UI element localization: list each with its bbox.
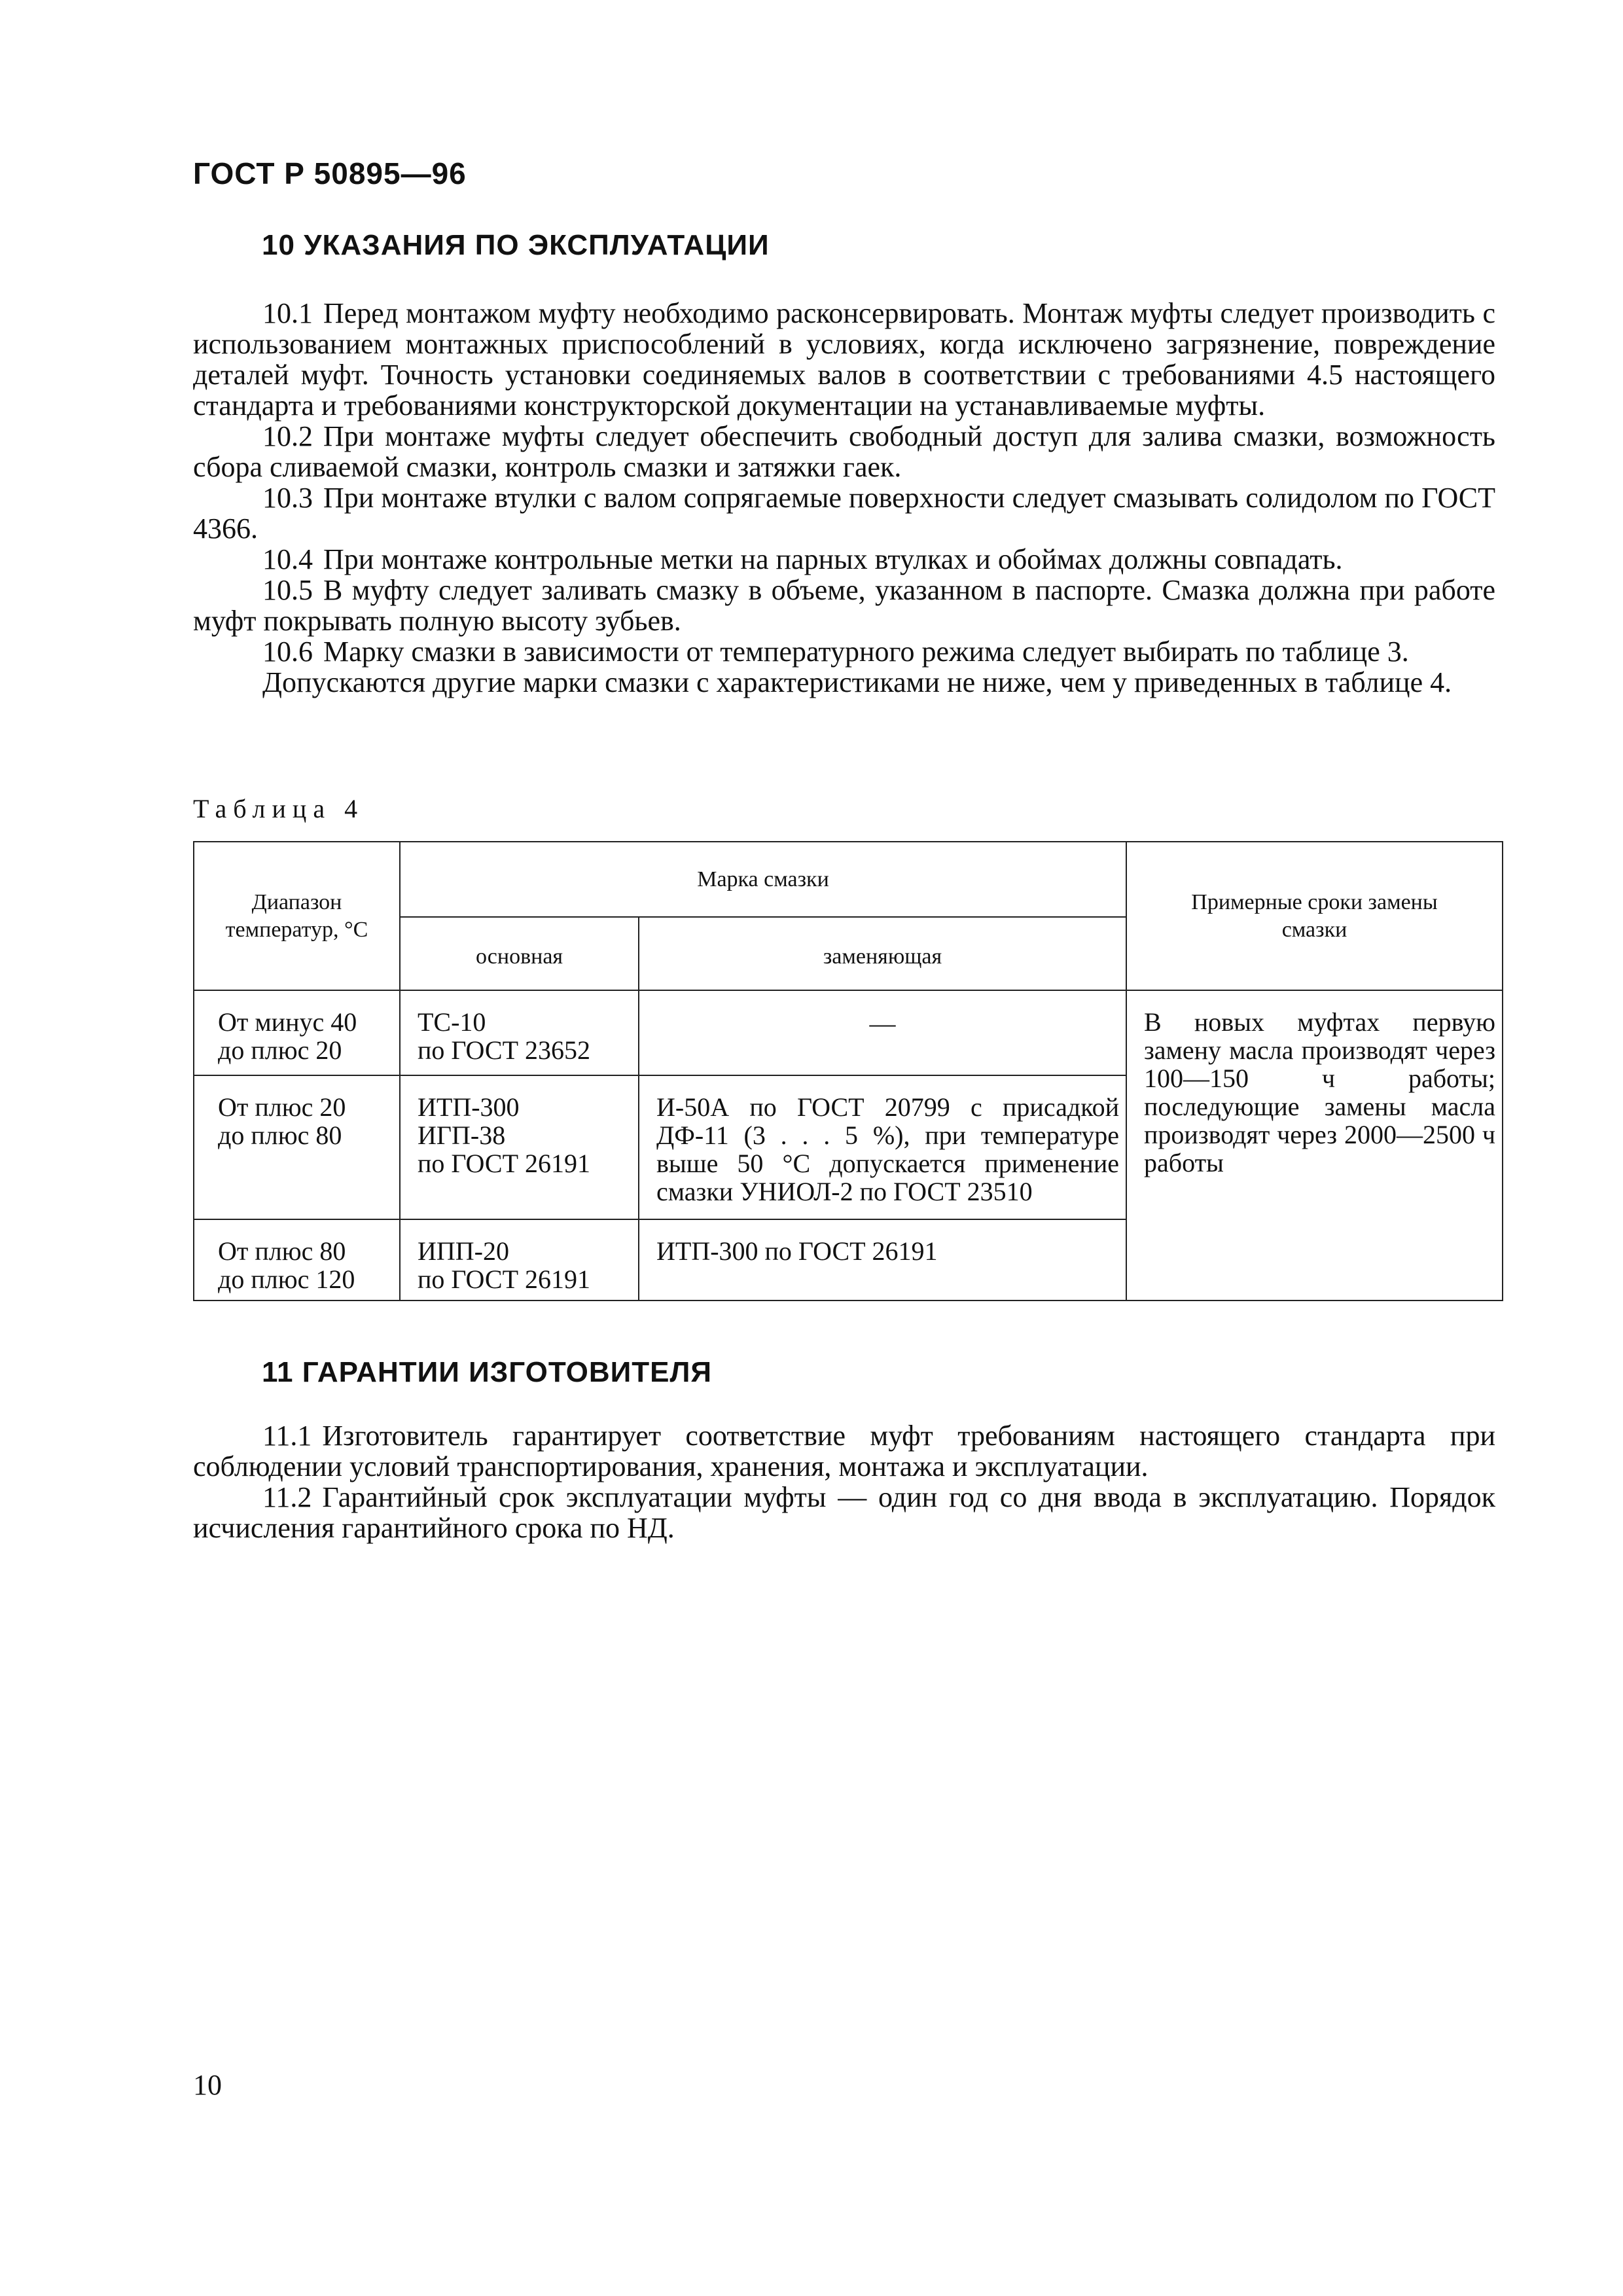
row-1-substitute: — xyxy=(639,990,1126,1075)
paragraph-text: В муфту следует заливать смазку в объеме, указанном в паспорте. Смазка должна при работе муфт покрывать полную высоту зубьев. xyxy=(193,574,1495,637)
header-grease-brand: Марка смазки xyxy=(400,842,1126,917)
paragraph-number: 10.6 xyxy=(262,636,313,668)
paragraph-10-1 xyxy=(193,298,1495,421)
paragraph-number: 11.1 xyxy=(262,1420,312,1452)
paragraph-11-1 xyxy=(193,1420,1495,1482)
row-3-range xyxy=(194,1219,400,1300)
paragraph-text: Перед монтажом муфту необходимо расконсервировать. Монтаж муфты следует производить с использованием монтажных приспособлений в условиях, когда исключено загрязнение, повреждение деталей муфт. Точность установки соединяемых валов в соответствии с требованиями 4.5 настоящего стандарта и требованиями конструкторской документации на устанавливаемые муфты. xyxy=(193,297,1495,422)
document-code: ГОСТ Р 50895—96 xyxy=(193,156,467,190)
section-11-body xyxy=(193,1420,1495,1543)
paragraph-number: 10.3 xyxy=(262,482,313,514)
paragraph-10-4 xyxy=(193,544,1495,575)
paragraph-11-2 xyxy=(193,1482,1495,1543)
paragraph-number: 10.2 xyxy=(262,420,313,452)
section-10-body xyxy=(193,298,1495,698)
header-main: основная xyxy=(400,917,639,990)
range-line: От плюс 20 xyxy=(218,1092,346,1122)
row-2-main xyxy=(400,1075,639,1219)
header-temp-range: Диапазон температур, °С xyxy=(194,842,400,990)
main-line: ТС-10 xyxy=(418,1007,486,1037)
row-3-main xyxy=(400,1219,639,1300)
row-3-substitute: ИТП-300 по ГОСТ 26191 xyxy=(639,1219,1126,1300)
range-line: до плюс 20 xyxy=(218,1035,342,1065)
row-1-main xyxy=(400,990,639,1075)
paragraph-text: При монтаже контрольные метки на парных втулках и обоймах должны совпадать. xyxy=(323,543,1343,575)
page-number: 10 xyxy=(193,2069,222,2101)
paragraph-number: 11.2 xyxy=(262,1481,312,1513)
paragraph-number: 10.1 xyxy=(262,297,313,329)
range-line: От плюс 80 xyxy=(218,1236,346,1266)
replacement-note: В новых муфтах первую замену масла производят через 100—150 ч работы; последующие замены масла производят через 2000—2500 ч работы xyxy=(1126,990,1503,1300)
paragraph-10-6-note xyxy=(193,667,1495,698)
main-line: ИТП-300 xyxy=(418,1092,520,1122)
main-line: по ГОСТ 23652 xyxy=(418,1035,591,1065)
section-11-title: 11 ГАРАНТИИ ИЗГОТОВИТЕЛЯ xyxy=(262,1356,712,1388)
paragraph-text: Изготовитель гарантирует соответствие муфт требованиям настоящего стандарта при соблюдении условий транспортирования, хранения, монтажа и эксплуатации. xyxy=(193,1420,1495,1482)
paragraph-text: При монтаже втулки с валом сопрягаемые поверхности следует смазывать солидолом по ГОСТ 4366. xyxy=(193,482,1495,545)
grease-table xyxy=(193,841,1503,1301)
paragraph-10-2 xyxy=(193,421,1495,482)
paragraph-10-5 xyxy=(193,575,1495,636)
range-line: От минус 40 xyxy=(218,1007,357,1037)
paragraph-number: 10.5 xyxy=(262,574,313,606)
paragraph-text: Допускаются другие марки смазки с характеристиками не ниже, чем у приведенных в таблице 4. xyxy=(262,666,1452,698)
table-caption: Таблица 4 xyxy=(193,794,365,823)
paragraph-text: При монтаже муфты следует обеспечить свободный доступ для залива смазки, возможность сбора сливаемой смазки, контроль смазки и затяжки гаек. xyxy=(193,420,1495,483)
main-line: по ГОСТ 26191 xyxy=(418,1149,591,1178)
paragraph-text: Марку смазки в зависимости от температурного режима следует выбирать по таблице 3. xyxy=(323,636,1409,668)
main-line: ИГП-38 xyxy=(418,1121,506,1150)
main-line: ИПП-20 xyxy=(418,1236,509,1266)
row-1-range xyxy=(194,990,400,1075)
main-line: по ГОСТ 26191 xyxy=(418,1265,591,1294)
header-substitute: заменяющая xyxy=(639,917,1126,990)
paragraph-text: Гарантийный срок эксплуатации муфты — один год со дня ввода в эксплуатацию. Порядок исчисления гарантийного срока по НД. xyxy=(193,1481,1495,1544)
header-replacement-terms: Примерные сроки замены смазки xyxy=(1126,842,1503,990)
section-10-title: 10 УКАЗАНИЯ ПО ЭКСПЛУАТАЦИИ xyxy=(262,229,770,261)
paragraph-10-3 xyxy=(193,482,1495,544)
paragraph-10-6 xyxy=(193,636,1495,667)
range-line: до плюс 80 xyxy=(218,1121,342,1150)
row-2-range xyxy=(194,1075,400,1219)
range-line: до плюс 120 xyxy=(218,1265,355,1294)
paragraph-number: 10.4 xyxy=(262,543,313,575)
row-2-substitute: И-50А по ГОСТ 20799 с присадкой ДФ-11 (3 . . . 5 %), при температуре выше 50 °С допускается применение смазки УНИОЛ-2 по ГОСТ 23510 xyxy=(639,1075,1126,1219)
